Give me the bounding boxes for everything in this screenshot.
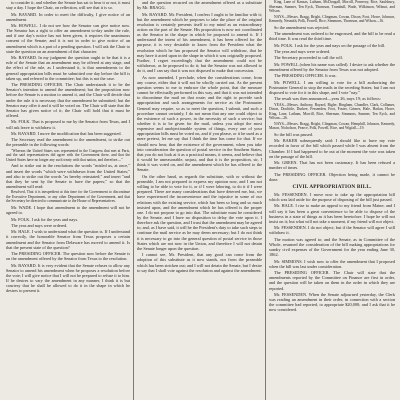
paragraph: The result was then announced—yeas 26, nays 19; as follows:	[274, 96, 381, 102]
paragraph: Mr. FOLK. I ask for the yeas and nays.	[11, 216, 79, 222]
paragraph: Mr. GREEN. That has not been customary. It has been refused a number of times.	[269, 160, 395, 171]
paragraph: As now amended, I preclude, when the considerations come, from any course, either that it will not be wholly carried out. As the present question seems to me to embrace the whole point, that the measure cannot be effectually performed in this way, and that it was not intended to discontinue the mail on that route; and the right to provide such appropriation and such arrangements for service as the Postmaster General may require, so as to meet the question, I submit, and such a procedure cannot certainly, I do not mean that any one could object to the existence of such a power, in the necessity of such a service; but whether it is to be given for the mail, unless you adopt the most expensive and unobjectionable system of things, every one of your appropriation bills must be voted on, and if you please, or it be used as a mere pretext, let me say that I think the time has come for that. If we should now hear, that the existence of the government, when you take into consideration the question of postal service in the Southern States, that you do not look at it as a practical means, it seems, and believe that it would be unreasonable, unjust, and that it is the proposition, sir, I think it was voted on, and the amendment which he has offered to the Senate.	[137, 74, 262, 173]
quoted-text: Resolved, That it is inexpedient at this time for the Government to discontinue the Executive Department, or any other Department of the Government, and that the Secretary be directed to communicate to the House of Representatives.	[6, 190, 130, 204]
section-heading: CIVIL APPROPRIATION BILL.	[292, 183, 372, 190]
paragraph: Mr. BAYARD. I move the modification that has been suggested.	[11, 130, 122, 136]
paragraph: Mr. BAYARD. In my judgment the question ought to be that it is a rule of the Senate that an amendment may be offered at any stage, and the effect of the rule, as I understand it, is that amendments to the general appropriation bills must be submitted one day before the bill is taken up, and referred to the committee; but this is not the case.	[6, 55, 130, 81]
paragraph: The PRESIDING OFFICER. The question now before the Senate is on the amendment offered by the Senator from Texas to the resolution.	[6, 251, 130, 262]
paragraph: Mr. FESSENDEN. I move now to take up the appropriation bill which was laid aside for the purpose of disposing of the bill just passed.	[269, 191, 395, 203]
vote-list: NAYS—Messrs. Bragg, Bright, Clingman, Cowan, Dixon, Foot, Howe, Johnson, Kennedy, Nesmith, Polk, Powell, Rice, Simmons, Thomson, and Wilson—16.	[269, 14, 395, 24]
text-column-3	[269, 0, 395, 400]
column-rule	[133, 0, 134, 400]
paragraph: The Secretary read the amendment to the amendment, to strike out the preamble in the following words:	[6, 137, 130, 148]
paragraph: On the other hand, as regards the substitute, with or without the preamble, I am not prepared to express my opinion now, and I am not willing to be able to vote for it, or if I were laboring, to do it if I were prepared. There are many considerations that have deterred me, but, we have experienced the inconvenience and the injustice in some of our relations with the existing service, which has been so long and so much insisted upon, and the amendment which he has offered is the proper one. I do not propose to go into that. The substitute must be considered by the Senate, and I have no disposition to delay the vote upon it. I therefore ask the question, and I trust that the amendment may be agreed to; and, as I have said, it will be the President's duty to take such steps to continue the mail service as he may deem necessary; but I do not think it is necessary to go into the general question of postal service in those States which are not now in the Union, and therefore I will not detain the Senate longer upon the question.	[137, 173, 262, 251]
paragraph: Mr. HALE. I wish to understand what the question is. If I understand it correctly, the honorable Senator from Texas proposes a certain amendment and the Senator from Delaware has moved to amend it. Is that the present state of the question?	[6, 229, 130, 250]
vote-list: NAYS—Messrs. Bragg, Bright, Clingman, Cowan, Hemphill, Johnson, Kennedy, Mason, Nicholson, Pearce, Polk, Powell, Rice, and Wigfall—19.	[269, 121, 395, 131]
paragraph: Mr. BAKER subsequently said: I should like to have my vote recorded in favor of the bill which passed while I was absent from the Chamber. If I had happened to be out at the moment the vote was taken on the passage of the bill.	[269, 138, 395, 159]
paragraph: Mr. POWELL (when his name was called). I desire to ask whether the amendment offered by the Senator from Texas was not adopted.	[269, 61, 395, 72]
paragraph: The yeas and nays were ordered.	[11, 222, 68, 228]
paragraph: The Secretary proceeded to call the roll.	[274, 55, 343, 61]
paragraph: The motion was agreed to; and the Senate, as in Committee of the Whole, resumed the consideration of the bill making appropriations for sundry civil expenses of the Government for the year ending June 30, 1862.	[269, 236, 395, 258]
paragraph: Mr. FESSENDEN. I do not object; but if the Senator will agree I will withdraw it.	[269, 225, 395, 236]
paragraph: Mr. POLK. I ask for the yeas and nays on the passage of the bill.	[274, 42, 386, 48]
vote-list: King, Lane of Kansas, Latham, McDougall, Morrill, Pomeroy, Rice, Saulsbury, Sherman, Sumner, Ten Eyck, Thomson, Trumbull, Wade, Wilkinson, Wilmot, and Wilson.	[269, 0, 395, 13]
paragraph: to consider it; and whether the Senate has sat to hear it or not, it must stay a day. I hope the Chair, on reflection, will see that it is so.	[6, 0, 130, 11]
paragraph: I cannot see, Mr. President, that any good can come from the adoption of this substitute as it now stands, nor from the preamble which has been stricken out; and I will not detain the Senate, but I desire to say that I shall vote against the resolution and against the amendment.	[137, 252, 262, 273]
vote-list: YEAS—Messrs. Anthony, Bayard, Bigler, Bingham, Chandler, Clark, Collamer, Dixon, Doolittle, Durkee, Fessenden, Foot, Foster, Grimes, Hale, Harlan, Howe, King, Lane, Latham, Morrill, Rice, Sherman, Simmons, Sumner, Ten Eyck, and Wilson—26.	[269, 102, 395, 121]
paragraph: and the question recurred on the amendment offered as a substitute by Mr. BRAGG.	[137, 0, 262, 11]
paragraph: Mr. POWELL. I am willing to vote for a bill authorizing the Postmaster General to stop the mails in the seceding States; but I am not disposed to vote for it in this shape, and I vote "nay."	[269, 79, 395, 95]
paragraph: Mr. BAYARD. Mr. President, I confess I ought to be familiar with it; but the amendment which he proposes to take the place of the original resolution is certainly presents itself to my mind as an extraordinary action on the part of the Senate. His proposition is now not coordinated as the Senator in the shape in which he proposed to amend it. If I understand the intent of his amendment, it has been offered for the purpose, it is very desirable to know from the President what the resolution which he has proposed the Senator will withdraw, that he may have it acted upon in the shape in which it was originally proposed. Further, I regret exceedingly that the amendment could not be withdrawn, as he proposed to do it; but the Senator was not allowed to do it, and I can say that it was not disposed to make that concession.	[137, 11, 262, 74]
paragraph: The PRESIDING OFFICER. It was.	[274, 73, 337, 79]
column-rule	[265, 0, 266, 400]
paragraph: So the amendment was rejected.	[274, 24, 330, 30]
paragraph: Mr. FOLK. That is proposed to me by the Senator from Texas, and I will ask leave to withdraw it.	[6, 119, 130, 130]
paragraph: The PRESIDING OFFICER. Objection being made, it cannot be done.	[269, 171, 395, 182]
paragraph: The PRESIDING OFFICER. The Chair understands it to be the Senator's intention to amend the amendment; but the proposition now before the Senate is a motion to amend it, and the Chair will decide that under the rule it is necessary that the amendment be submitted; but the Senator may offer it and it will be voted on. The Chair will state that the Senator has given notice of it; the Chair will hold that it must be offered.	[6, 82, 130, 119]
paragraph: So the bill was passed.	[274, 131, 314, 137]
paragraph: The PRESIDING OFFICER. The Chair will state that the amendments reported by the Committee on Finance are first in order, and the question will be taken on them in the order in which they are reported.	[269, 270, 395, 291]
paragraph: Mr. BAYARD. In order to meet the difficulty, I give notice of an amendment.	[6, 11, 130, 22]
text-column-1	[6, 0, 130, 400]
paragraph: And to strike out in the resolutions the words "misled us, at once," and insert the words "which were withdrawn from the United States;" and also to strike out the words "as hereby reinstated;" and insert "and that they be sent by the Senate to have the papers;" so that the amendment will read:	[6, 163, 130, 190]
paragraph: The yeas and nays were ordered.	[274, 49, 331, 55]
paragraph: The amendment was ordered to be engrossed, and the bill to be read a third time. It was read the third time.	[269, 31, 395, 42]
paragraph: Mr. FESSENDEN. When the Senate adjourned yesterday, the Clerk was reading an amendment in their order, in connection with a section the committee had reported, to appropriate $20,000; and I ask that it be now considered.	[269, 291, 395, 313]
paragraph: Mr. WADE. I hope that amendment to the amendment will not be agreed to.	[6, 205, 130, 216]
text-column-2	[137, 0, 262, 400]
quoted-text: "Whereas the United States was represented in the Congress that met at Paris, and the said representatives did agree with the Government there, and that the United States have no longer any such treaty with that nation, and therefore—"	[6, 148, 130, 162]
paragraph: Mr. HOWELL. I do not see how the Senator can give notice now. The Senator has a right to offer an amendment to-day under the rule, and if one day's notice has not been given, it requires the unanimous consent of the Senate; and it is not in order to give notice of an amendment which is a part of a pending question. I will ask the Chair to state the question on an amendment of that character.	[6, 23, 130, 54]
paragraph: Mr. BAYARD. It is very evident that the Senate refuses to allow any Senator to amend his amendment when he proposes a resolution before the vote; I will give notice that I will not be prepared to refuse it to him. If he desires to vary the amendment in any manner, I think it is but courtesy that he shall be allowed to do it in the shape in which he desires to present it.	[6, 262, 130, 294]
paragraph: Mr. SIMMONS. I wish now to offer the amendment that I proposed when the bill was last under consideration.	[269, 258, 395, 269]
paragraph: Mr. HALE. I rise to make an appeal to my friend from Maine; and I will say it has been a great convenience to be able to dispose of the business in a state of things as it has been heretofore. I hope he will not insist on it; but what will not take a moment, if my friend will not object.	[269, 203, 395, 224]
